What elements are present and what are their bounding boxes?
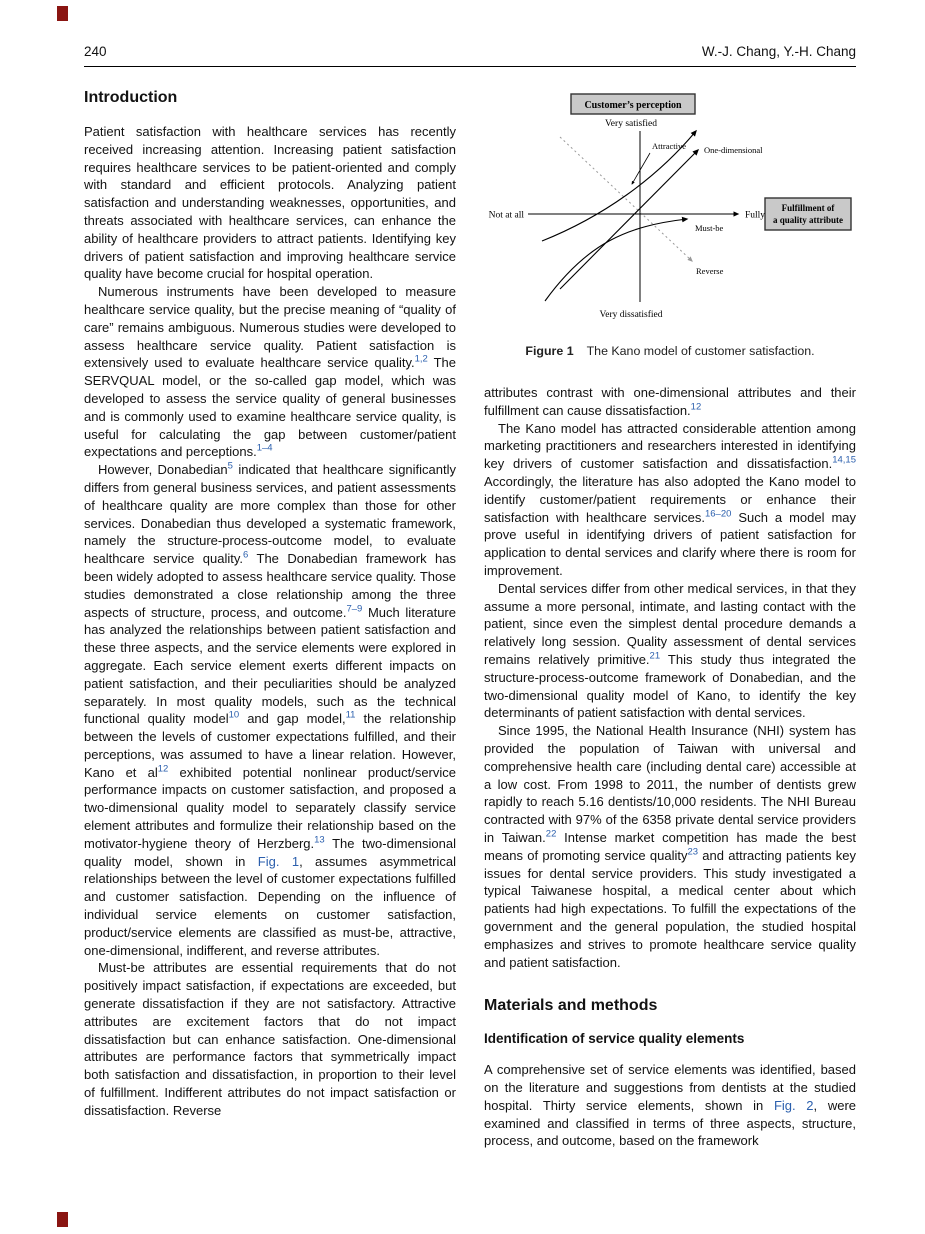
fulfillment-box-line1: Fulfillment of	[781, 203, 835, 213]
paragraph: Since 1995, the National Health Insurance (NHI) system has provided the population of Taiwan with universal and comprehensive health care (including dental care) accessible at a low cost. From 1998 to 2011, the number of dentists grew rapidly to reach 5.16 dentists/10,000 residents. The NHI Bureau contracted with 97% of the 6358 private dental service providers in Taiwan.$^{22}$ Intense market competition has made the best means of promoting service quality$^{23}$ and attracting patients key issues for dental service providers. This study investigated a typical Taiwanese hospital, a medical center about which patients had high expectations. To fulfill the expectations of the government and the general population, the studied hospital emphasizes and strives to promote healthcare service quality and patient satisfaction.	[484, 723, 857, 970]
curve-label-reverse: Reverse	[696, 266, 724, 276]
citation-link[interactable]: 23	[687, 846, 699, 858]
corner-mark-bottom	[57, 1212, 68, 1227]
right-column	[484, 89, 856, 1150]
curve-label-attractive: Attractive	[652, 141, 686, 151]
fulfillment-box-line2: a quality attribute	[772, 215, 844, 225]
left-column	[84, 89, 456, 1150]
page-body	[0, 67, 925, 1150]
citation-link[interactable]: 22	[545, 828, 557, 840]
paragraph: Dental services differ from other medical services, in that they assume a more personal, intimate, and lasting contact with the patient, since even the simplest dental procedure demands a relatively long session. Quality assessment of dental services remains relatively primitive.$^{21}$ This study thus integrated the structure-process-outcome framework of Donabedian, and the two-dimensional quality model of Kano, to identify the key determinants of patient satisfaction with dental services.	[484, 580, 856, 721]
citation-link[interactable]: 7–9	[346, 603, 363, 615]
figure-reference-link[interactable]: Fig. 1	[257, 853, 300, 869]
paragraph: A comprehensive set of service elements was identified, based on the literature and suggestions from dentists at the studied hospital. Thirty service elements, shown in Fig. 2, were examined and classified in terms of three aspects, structure, process, and outcome, based on the framework	[484, 1062, 857, 1149]
customers-perception-label: Customer’s perception	[584, 100, 682, 111]
running-authors: W.-J. Chang, Y.-H. Chang	[701, 44, 856, 59]
citation-link[interactable]: 1–4	[256, 443, 273, 455]
citation-link[interactable]: 12	[690, 401, 702, 413]
citation-link[interactable]: 13	[314, 834, 325, 846]
figure-caption-label: Figure 1	[525, 344, 574, 358]
figure-caption-text: The Kano model of customer satisfaction.	[586, 344, 815, 358]
one-dimensional-line	[560, 150, 698, 289]
page-number: 240	[84, 44, 107, 59]
figure-1	[484, 89, 856, 358]
paragraph: Numerous instruments have been developed to measure healthcare service quality, but the precise meaning of “quality of care” remains ambiguous. Numerous studies were developed to assess healthcare service quality. Patient satisfaction is extensively used to evaluate healthcare service quality.$^{1,2}$ The SERVQUAL model, or the so-called gap model, which was developed to assess the service quality of general businesses and is commonly used to examine healthcare service quality, is useful for calculating the gap between customer/patient expectations and perceptions.$^{1-4}$	[84, 284, 456, 460]
paragraph: Must-be attributes are essential requirements that do not positively impact satisfaction, if expectations are exceeded, but generate dissatisfaction if they are not satisfactory. Attractive attributes are excitement factors that do not impact dissatisfaction but can enhance satisfaction. One-dimensional attributes are performance factors that symmetrically impact both satisfaction and dissatisfaction, in proportion to their level of fulfillment. Indifferent attributes do not impact satisfaction or dissatisfaction. Reverse	[84, 960, 456, 1118]
axis-label-very-satisfied: Very satisfied	[605, 119, 657, 129]
figure-reference-link[interactable]: Fig. 2	[773, 1097, 814, 1113]
axis-label-very-dissatisfied: Very dissatisfied	[599, 310, 663, 320]
figure-caption	[484, 344, 856, 358]
citation-link[interactable]: 5	[227, 460, 233, 472]
kano-model-diagram	[484, 89, 856, 327]
citation-link[interactable]: 6	[243, 549, 249, 561]
running-head	[0, 0, 925, 59]
subsection-heading-identification: Identification of service quality elements	[484, 1031, 745, 1047]
curve-label-must-be: Must-be	[695, 223, 724, 233]
axis-label-fully: Fully	[745, 210, 766, 221]
axis-label-not-at-all: Not at all	[488, 210, 524, 221]
reverse-line	[560, 137, 692, 261]
section-heading-materials-and-methods: Materials and methods	[484, 997, 658, 1015]
citation-link[interactable]: 10	[228, 709, 240, 721]
must-be-curve	[545, 219, 687, 301]
corner-mark-top	[57, 6, 68, 21]
paragraph: attributes contrast with one-dimensional attributes and their fulfillment can cause dissatisfaction.$^{12}$	[484, 385, 856, 418]
citation-link[interactable]: 21	[649, 650, 661, 662]
citation-link[interactable]: 16–20	[704, 508, 732, 520]
citation-link[interactable]: 12	[157, 763, 169, 775]
citation-link[interactable]: 11	[345, 709, 356, 721]
curve-label-one-dimensional: One-dimensional	[704, 145, 763, 155]
paragraph: The Kano model has attracted considerable attention among marketing practitioners and researchers interested in identifying key drivers of customer satisfaction and dissatisfaction.$^{14,15}$ Accordingly, the literature has also adopted the Kano model to identify customer/patient requirements or enhance their satisfaction with healthcare services.$^{16-20}$ Such a model may prove useful in identifying drivers of patient satisfaction for application to dental services and clarify where there is room for improvement.	[484, 420, 857, 578]
paragraph: Patient satisfaction with healthcare services has recently received increasing attention. Increasing patient satisfaction requires healthcare services to be patient-oriented and comply with standard and efficient protocols. Analyzing patient satisfaction and understanding weaknesses, opportunities, and threats associated with healthcare services, can enhance the ability of healthcare providers to attract patients. Identifying key drivers of patient satisfaction and improving healthcare service quality have become crucial for hospital operation.	[84, 124, 456, 282]
section-heading-introduction: Introduction	[84, 89, 178, 106]
citation-link[interactable]: 14,15	[832, 454, 856, 466]
paragraph: However, Donabedian$^5$ indicated that healthcare significantly differs from general business services, and patient assessments of healthcare quality are more complex than those for other services. Donabedian thus developed a systematic framework, namely the structure-process-outcome model, to evaluate healthcare service quality.$^6$ The Donabedian framework has been widely adopted to assess healthcare service quality. Those studies demonstrated a close relationship among the three aspects of structure, process, and outcome.$^{7-9}$ Much literature has analyzed the relationships between patient satisfaction and these three aspects, and the service elements were explored in aggregate. Each service element exerts different impacts on patient satisfaction, and their peculiarities should be analyzed separately. In most quality models, such as the technical functional quality model$^{10}$ and gap model,$^{11}$ the relationship between the levels of customer expectations fulfilled, and their perceptions, was assumed to have a linear relation. However, Kano et al$^{12}$ exhibited potential nonlinear product/service performance impacts on customer satisfaction, and proposed a two-dimensional quality model to separately classify service element attributes and formulize their relationship based on the motivator-hygiene theory of Herzberg.$^{13}$ The two-dimensional quality model, shown in Fig. 1, assumes asymmetrical relationships between the level of customer expectations fulfilled and customer satisfaction. Depending on the influence of individual service elements on customer satisfaction, product/service elements are classified as must-be, attractive, one-dimensional, indifferent, and reverse attributes.	[84, 460, 457, 958]
citation-link[interactable]: 1,2	[414, 354, 428, 366]
